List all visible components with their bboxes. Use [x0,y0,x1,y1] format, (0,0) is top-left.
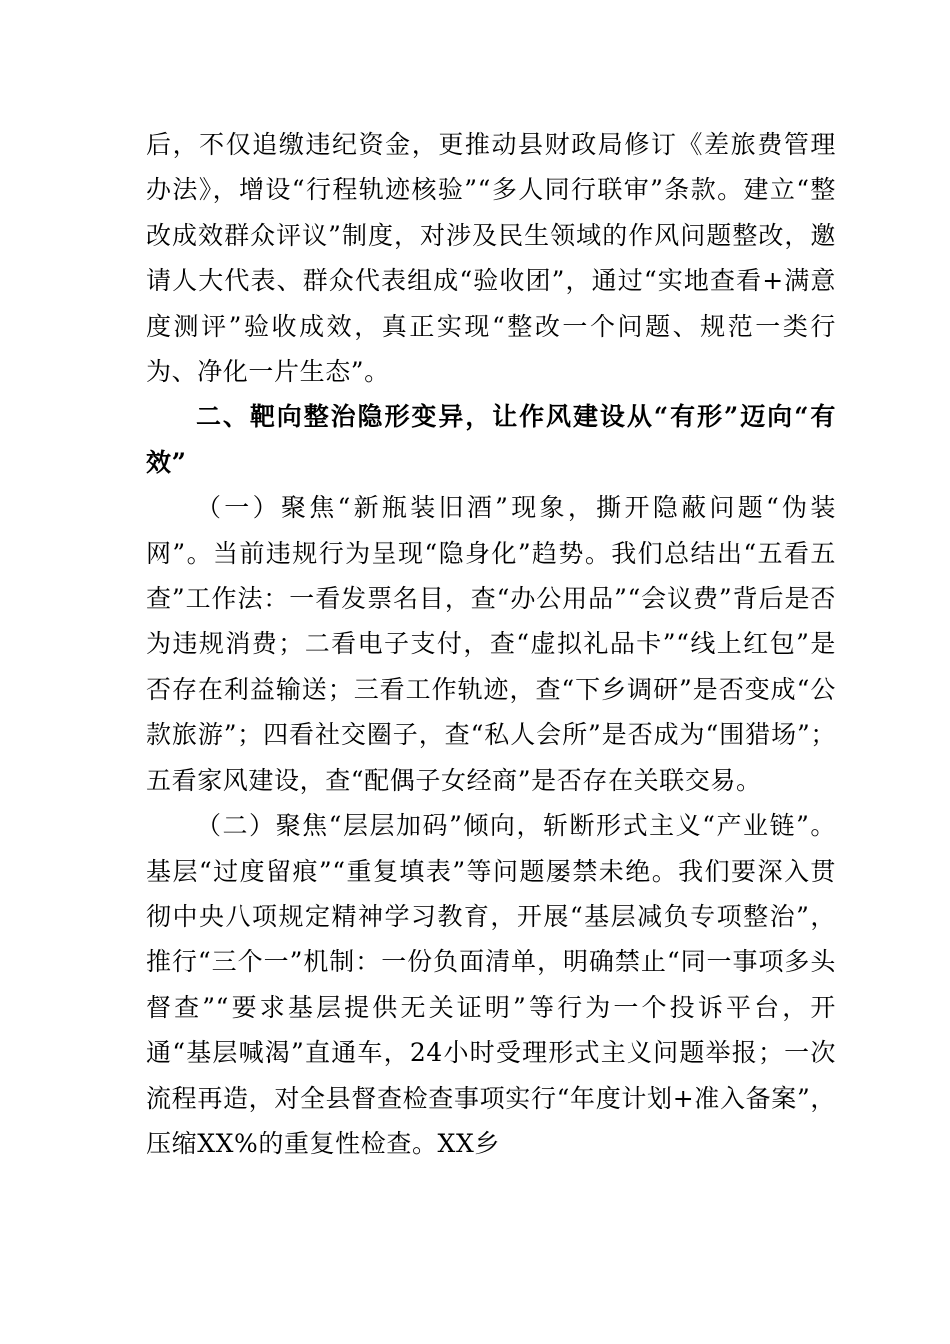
paragraph-continuation: 后，不仅追缴违纪资金，更推动县财政局修订《差旅费管理办法》，增设“行程轨迹核验”“多人同行联审”条款。建立“整改成效群众评议”制度，对涉及民生领域的作风问题整改，邀请人大代表、群众代表组成“验收团”，通过“实地查看+满意度测评”验收成效，真正实现“整改一个问题、规范一类行为、净化一片生态”。 [146,130,836,387]
paragraph-subsection-1: （一）聚焦“新瓶装旧酒”现象，撕开隐蔽问题“伪装网”。当前违规行为呈现“隐身化”趋势。我们总结出“五看五查”工作法：一看发票名目，查“办公用品”“会议费”背后是否为违规消费；二看电子支付，查“虚拟礼品卡”“线上红包”是否存在利益输送；三看工作轨迹，查“下乡调研”是否变成“公款旅游”；四看社交圈子，查“私人会所”是否成为“围猎场”；五看家风建设，查“配偶子女经商”是否存在关联交易。 [146,493,836,795]
paragraph-subsection-2: （二）聚焦“层层加码”倾向，斩断形式主义“产业链”。基层“过度留痕”“重复填表”等问题屡禁未绝。我们要深入贯彻中央八项规定精神学习教育，开展“基层减负专项整治”，推行“三个一”机制：一份负面清单，明确禁止“同一事项多头督查”“要求基层提供无关证明”等行为一个投诉平台，开通“基层喊渴”直通车，24小时受理形式主义问题举报；一次流程再造，对全县督查检查事项实行“年度计划+准入备案”，压缩XX%的重复性检查。XX乡 [146,811,836,1158]
section-heading: 二、靶向整治隐形变异，让作风建设从“有形”迈向“有效” [146,402,836,477]
document-body [146,122,836,1166]
